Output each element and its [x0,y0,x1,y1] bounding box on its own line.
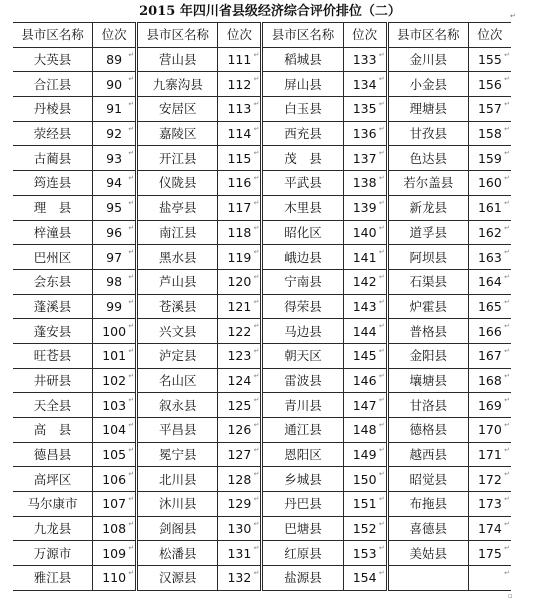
county-name-cell: 宁南县 [262,269,343,294]
rank-cell: 145 ↵ [343,343,387,368]
rank-cell: 147 ↵ [343,393,387,418]
rank-cell: 103 ↵ [93,393,137,418]
rank-cell: 124 ↵ [218,368,262,393]
county-name-cell: 恩阳区 [262,442,343,467]
rank-cell: 163 ↵ [468,245,511,270]
rank-cell: 139 ↵ [343,195,387,220]
rank-cell: 130 ↵ [218,516,262,541]
county-name-cell: 梓潼县 [13,220,93,245]
rank-cell: 128 ↵ [218,467,262,492]
rank-cell: 172 ↵ [468,467,511,492]
table-row [13,121,511,146]
rank-cell: 142 ↵ [343,269,387,294]
table-title: 2015 年四川省县级经济综合评价排位（二） [139,4,401,19]
header-name: 县市区名称 [13,23,93,48]
county-name-cell: 盐源县 [262,566,343,591]
county-name-cell: 炉霍县 [387,294,468,319]
rank-cell: 143 ↵ [343,294,387,319]
county-name-cell: 泸定县 [137,343,218,368]
county-name-cell: 高坪区 [13,467,93,492]
rank-cell: 137 ↵ [343,146,387,171]
table-row [13,343,511,368]
county-name-cell: 九寨沟县 [137,72,218,97]
county-name-cell: 屏山县 [262,72,343,97]
county-name-cell [387,566,468,591]
rank-cell: 144 ↵ [343,319,387,344]
county-name-cell: 安居区 [137,97,218,122]
county-name-cell: 雅江县 [13,566,93,591]
county-name-cell: 荥经县 [13,121,93,146]
header-rank: 位次 [468,23,511,48]
ranking-table [13,22,511,591]
table-row [13,492,511,517]
rank-cell: 118 ↵ [218,220,262,245]
table-row [13,294,511,319]
county-name-cell: 名山区 [137,368,218,393]
rank-cell: 175 ↵ [468,541,511,566]
rank-cell: 96 ↵ [93,220,137,245]
rank-cell: 159 ↵ [468,146,511,171]
county-name-cell: 九龙县 [13,516,93,541]
rank-cell: 134 ↵ [343,72,387,97]
table-row [13,442,511,467]
table-row [13,97,511,122]
county-name-cell: 松潘县 [137,541,218,566]
rank-cell: 140 ↵ [343,220,387,245]
rank-cell: 98 ↵ [93,269,137,294]
county-name-cell: 雷波县 [262,368,343,393]
header-name: 县市区名称 [262,23,343,48]
rank-cell: 129 ↵ [218,492,262,517]
rank-cell: 105 ↵ [93,442,137,467]
county-name-cell: 平武县 [262,171,343,196]
rank-cell: 113 ↵ [218,97,262,122]
table-row [13,245,511,270]
rank-cell: 154 ↵ [343,566,387,591]
table-row [13,467,511,492]
county-name-cell: 叙永县 [137,393,218,418]
rank-cell: 101 ↵ [93,343,137,368]
county-name-cell: 黑水县 [137,245,218,270]
rank-cell: 169 ↵ [468,393,511,418]
header-name: 县市区名称 [387,23,468,48]
county-name-cell: 新龙县 [387,195,468,220]
rank-cell: 122 ↵ [218,319,262,344]
county-name-cell: 合江县 [13,72,93,97]
rank-cell: 162 ↵ [468,220,511,245]
rank-cell: 91 ↵ [93,97,137,122]
table-row [13,72,511,97]
county-name-cell: 稻城县 [262,47,343,72]
header-rank: 位次 [343,23,387,48]
county-name-cell: 布拖县 [387,492,468,517]
county-name-cell: 平昌县 [137,418,218,443]
county-name-cell: 得荣县 [262,294,343,319]
county-name-cell: 昭化区 [262,220,343,245]
county-name-cell: 沐川县 [137,492,218,517]
rank-cell: 156 ↵ [468,72,511,97]
county-name-cell: 芦山县 [137,269,218,294]
rank-cell: 155 ↵ [468,47,511,72]
rank-cell: 111 ↵ [218,47,262,72]
table-row [13,541,511,566]
rank-cell: 110 ↵ [93,566,137,591]
rank-cell: 120 ↵ [218,269,262,294]
county-name-cell: 开江县 [137,146,218,171]
rank-cell: 127 ↵ [218,442,262,467]
rank-cell: 160 ↵ [468,171,511,196]
county-name-cell: 金川县 [387,47,468,72]
header-row [13,23,511,48]
county-name-cell: 丹棱县 [13,97,93,122]
county-name-cell: 仪陇县 [137,171,218,196]
county-name-cell: 南江县 [137,220,218,245]
rank-cell: 133 ↵ [343,47,387,72]
county-name-cell: 昭觉县 [387,467,468,492]
county-name-cell: 红原县 [262,541,343,566]
rank-cell: 115 ↵ [218,146,262,171]
rank-cell: 174 ↵ [468,516,511,541]
county-name-cell: 天全县 [13,393,93,418]
county-name-cell: 蓬安县 [13,319,93,344]
rank-cell: 149 ↵ [343,442,387,467]
county-name-cell: 越西县 [387,442,468,467]
rank-cell: 131 ↵ [218,541,262,566]
rank-cell: 109 ↵ [93,541,137,566]
county-name-cell: 朝天区 [262,343,343,368]
county-name-cell: 德昌县 [13,442,93,467]
rank-cell: 102 ↵ [93,368,137,393]
rank-cell: 90 ↵ [93,72,137,97]
table-row [13,220,511,245]
rank-cell: 170 ↵ [468,418,511,443]
county-name-cell: 嘉陵区 [137,121,218,146]
county-name-cell: 阿坝县 [387,245,468,270]
paragraph-mark-icon: ↵ [510,12,516,20]
county-name-cell: 道孚县 [387,220,468,245]
rank-cell: 157 ↵ [468,97,511,122]
rank-cell: 93 ↵ [93,146,137,171]
rank-cell: 138 ↵ [343,171,387,196]
county-name-cell: 兴文县 [137,319,218,344]
county-name-cell: 古蔺县 [13,146,93,171]
rank-cell: 171 ↵ [468,442,511,467]
county-name-cell: 汉源县 [137,566,218,591]
county-name-cell: 喜德县 [387,516,468,541]
county-name-cell: 壤塘县 [387,368,468,393]
county-name-cell: 井研县 [13,368,93,393]
rank-cell: 167 ↵ [468,343,511,368]
table-body [13,47,511,590]
rank-cell: 89 ↵ [93,47,137,72]
rank-cell: 106 ↵ [93,467,137,492]
rank-cell: 150 ↵ [343,467,387,492]
rank-cell: 151 ↵ [343,492,387,517]
table-row [13,319,511,344]
county-name-cell: 蓬溪县 [13,294,93,319]
county-name-cell: 若尔盖县 [387,171,468,196]
table-row [13,146,511,171]
rank-cell: 173 ↵ [468,492,511,517]
county-name-cell: 万源市 [13,541,93,566]
county-name-cell: 金阳县 [387,343,468,368]
rank-cell: 99 ↵ [93,294,137,319]
rank-cell: 135 ↵ [343,97,387,122]
county-name-cell: 筠连县 [13,171,93,196]
county-name-cell: 乡城县 [262,467,343,492]
rank-cell: 152 ↵ [343,516,387,541]
county-name-cell: 普格县 [387,319,468,344]
rank-cell: 108 ↵ [93,516,137,541]
county-name-cell: 马边县 [262,319,343,344]
rank-cell: 116 ↵ [218,171,262,196]
county-name-cell: 西充县 [262,121,343,146]
table-row [13,368,511,393]
rank-cell: 126 ↵ [218,418,262,443]
county-name-cell: 峨边县 [262,245,343,270]
rank-cell: 100 ↵ [93,319,137,344]
header-rank: 位次 [218,23,262,48]
rank-cell: 107 ↵ [93,492,137,517]
rank-cell: 158 ↵ [468,121,511,146]
county-name-cell: 德格县 [387,418,468,443]
rank-cell: 161 ↵ [468,195,511,220]
county-name-cell: 巴州区 [13,245,93,270]
county-name-cell: 丹巴县 [262,492,343,517]
rank-cell: 114 ↵ [218,121,262,146]
table-row [13,47,511,72]
county-name-cell: 石渠县 [387,269,468,294]
table-row [13,171,511,196]
county-name-cell: 小金县 [387,72,468,97]
rank-cell: 165 ↵ [468,294,511,319]
rank-cell: 146 ↵ [343,368,387,393]
county-name-cell: 青川县 [262,393,343,418]
county-name-cell: 巴塘县 [262,516,343,541]
county-name-cell: 白玉县 [262,97,343,122]
header-rank: 位次 [93,23,137,48]
rank-cell: 141 ↵ [343,245,387,270]
county-name-cell: 美姑县 [387,541,468,566]
rank-cell: 153 ↵ [343,541,387,566]
rank-cell: 92 ↵ [93,121,137,146]
table-row [13,269,511,294]
county-name-cell: 营山县 [137,47,218,72]
county-name-cell: 通江县 [262,418,343,443]
rank-cell: 132 ↵ [218,566,262,591]
header-name: 县市区名称 [137,23,218,48]
rank-cell: 123 ↵ [218,343,262,368]
county-name-cell: 马尔康市 [13,492,93,517]
table-row [13,393,511,418]
county-name-cell: 理 县 [13,195,93,220]
rank-cell: 166 ↵ [468,319,511,344]
county-name-cell: 色达县 [387,146,468,171]
rank-cell: 148 ↵ [343,418,387,443]
rank-cell: 121 ↵ [218,294,262,319]
county-name-cell: 理塘县 [387,97,468,122]
rank-cell: 164 ↵ [468,269,511,294]
rank-cell: 104 ↵ [93,418,137,443]
rank-cell: 125 ↵ [218,393,262,418]
county-name-cell: 木里县 [262,195,343,220]
rank-cell: 117 ↵ [218,195,262,220]
county-name-cell: 苍溪县 [137,294,218,319]
table-row [13,195,511,220]
county-name-cell: 剑阁县 [137,516,218,541]
rank-cell: 168 ↵ [468,368,511,393]
county-name-cell: 高 县 [13,418,93,443]
rank-cell: 136 ↵ [343,121,387,146]
county-name-cell: 旺苍县 [13,343,93,368]
table-row [13,566,511,591]
county-name-cell: 大英县 [13,47,93,72]
rank-cell: 97 ↵ [93,245,137,270]
rank-cell: 112 ↵ [218,72,262,97]
county-name-cell: 盐亭县 [137,195,218,220]
rank-cell [468,566,511,591]
table-end-mark-icon: ▫ [508,592,513,600]
county-name-cell: 茂 县 [262,146,343,171]
county-name-cell: 会东县 [13,269,93,294]
table-row [13,516,511,541]
table-row [13,418,511,443]
county-name-cell: 甘孜县 [387,121,468,146]
rank-cell: 119 ↵ [218,245,262,270]
rank-cell: 94 ↵ [93,171,137,196]
county-name-cell: 北川县 [137,467,218,492]
county-name-cell: 甘洛县 [387,393,468,418]
county-name-cell: 冕宁县 [137,442,218,467]
rank-cell: 95 ↵ [93,195,137,220]
